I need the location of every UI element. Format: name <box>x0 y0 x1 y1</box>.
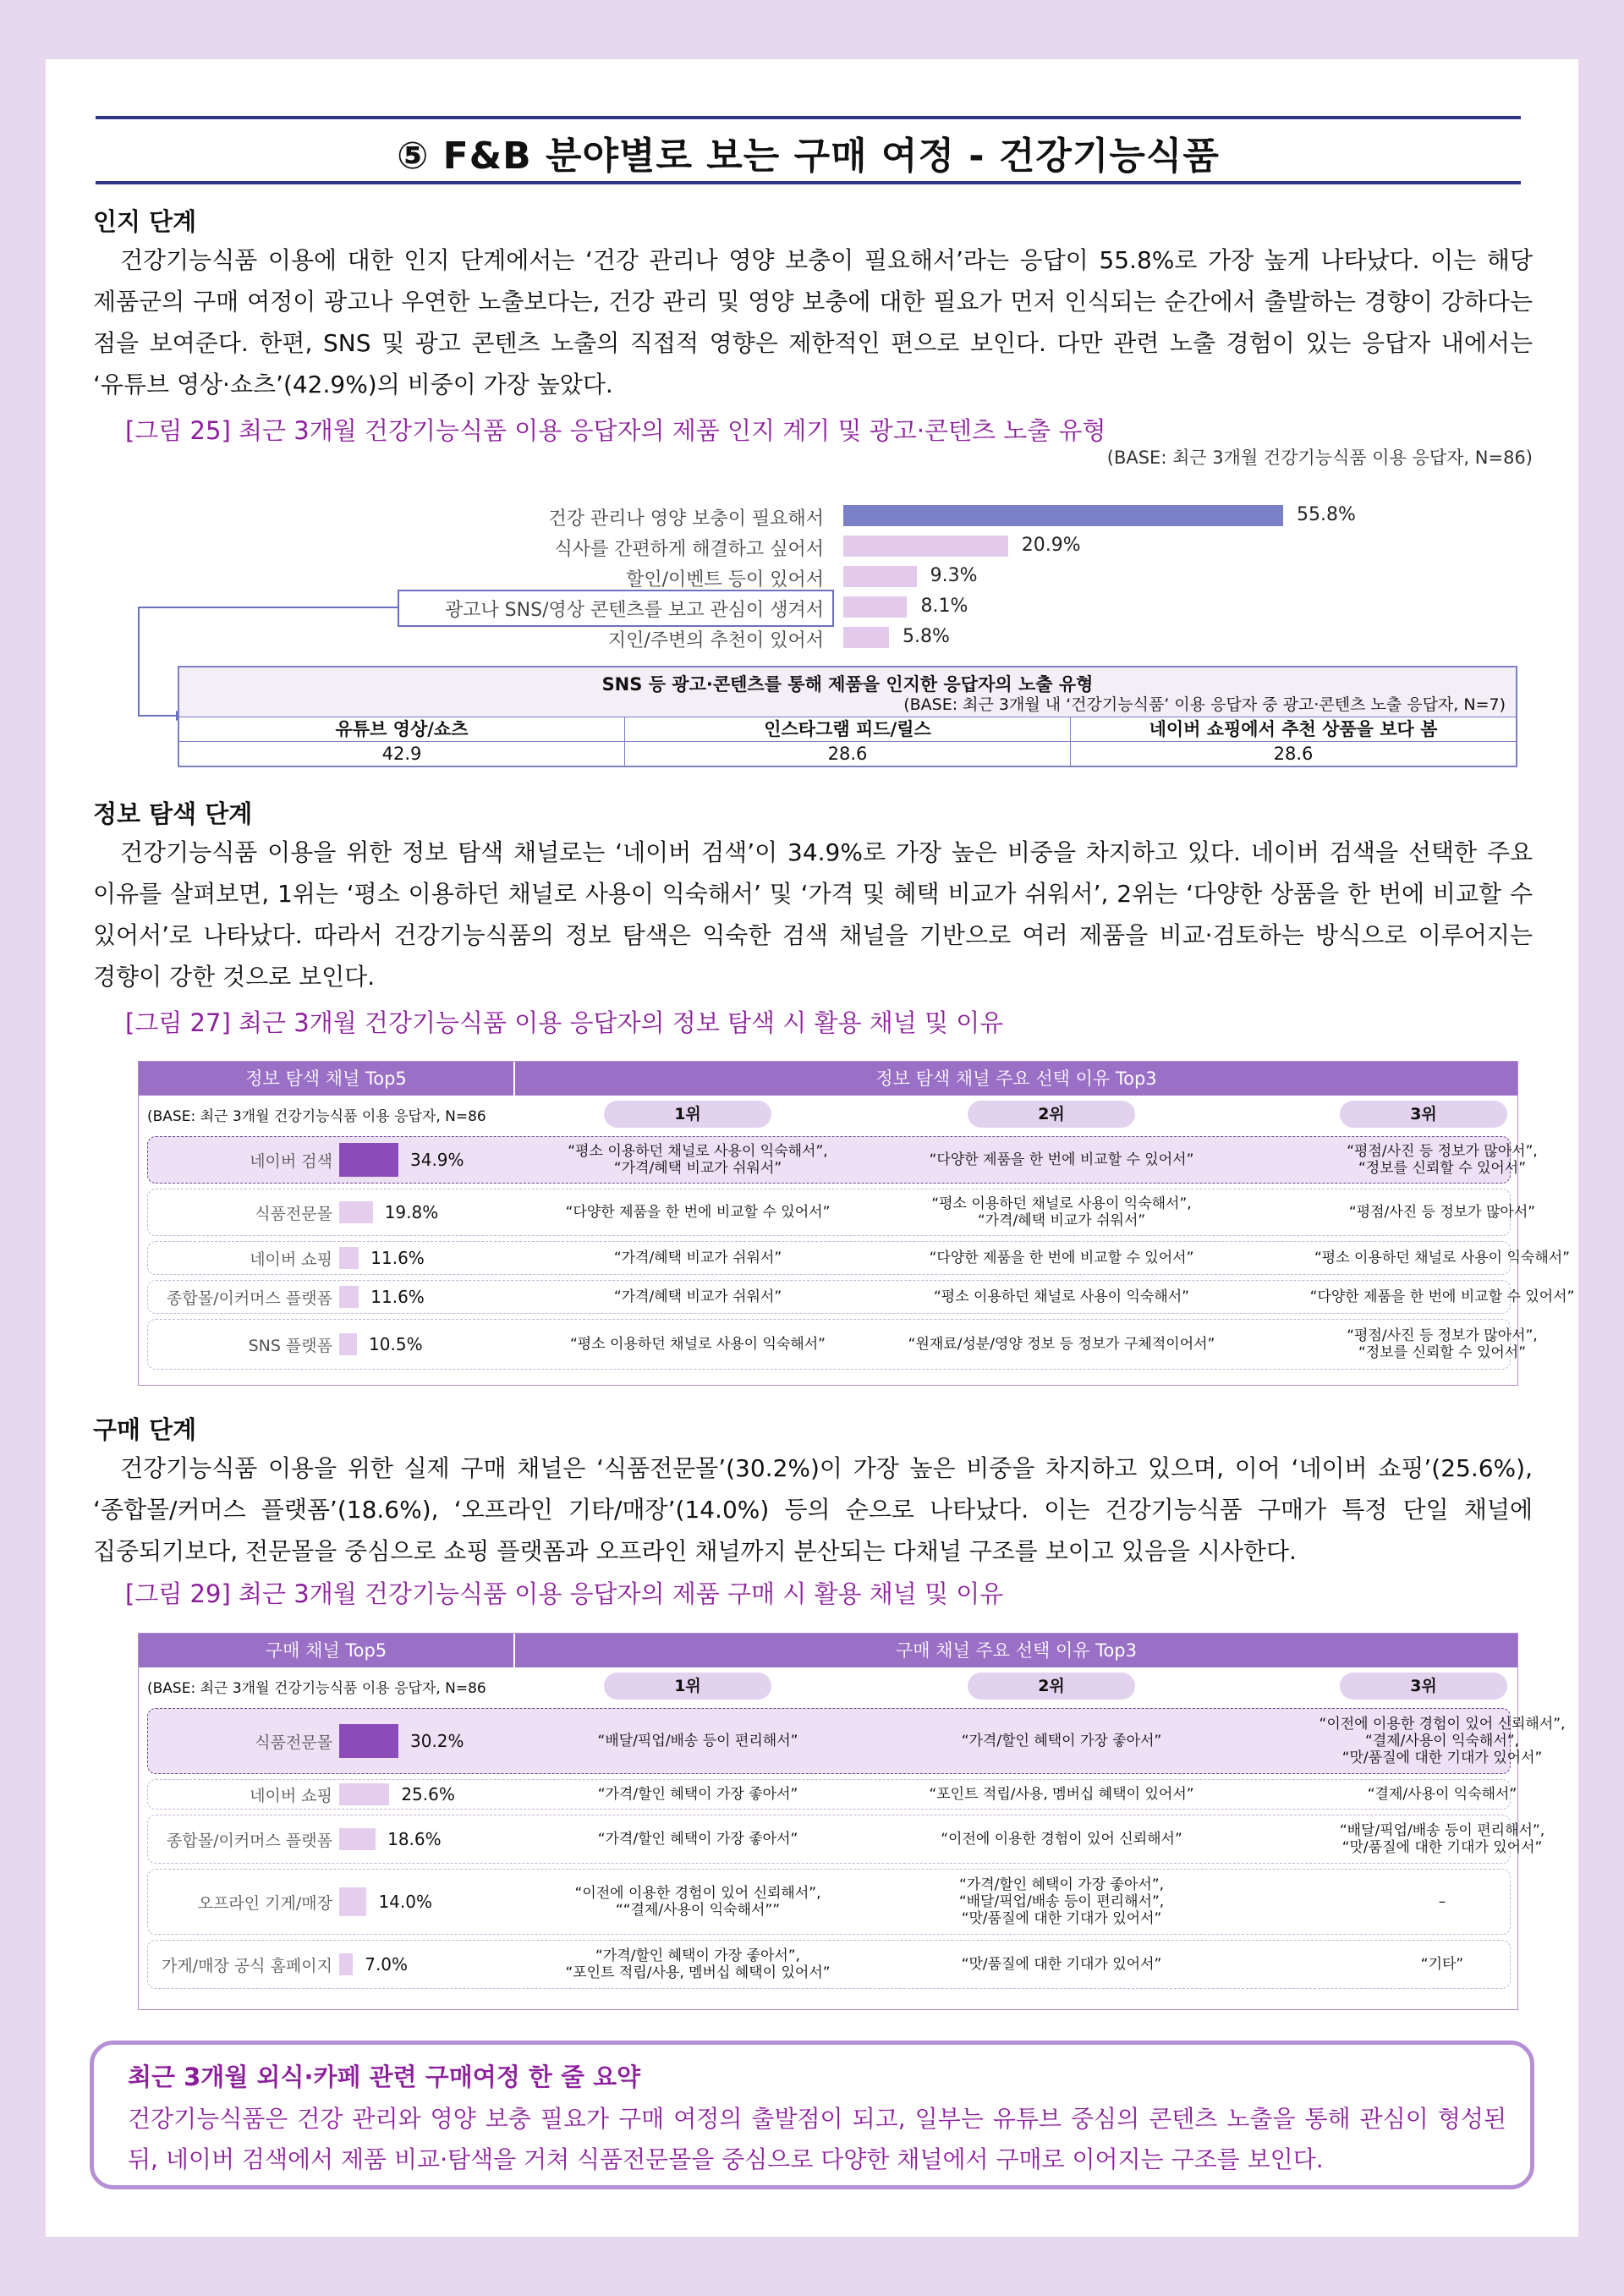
chart-bar <box>843 566 917 587</box>
chart-bar <box>843 505 1283 526</box>
channel-bar <box>339 1887 366 1916</box>
reason-3 <box>1248 1786 1624 1803</box>
rank-badge: 3위 <box>1340 1673 1507 1700</box>
channel-name: 종합몰/이커머스 플랫폼 <box>167 1832 332 1850</box>
channel-percent: 19.8% <box>384 1202 439 1222</box>
summary-text: 건강기능식품은 건강 관리와 영양 보충 필요가 구매 여정의 출발점이 되고, 일부는 유튜브 중심의 콘텐츠 노출을 통해 관심이 형성된 뒤, 네이버 검색에서 제품 비교·탐색을 거쳐 식품전문몰을 중심으로 다양한 채널에서 구매로 이어지는 구조를 보인다. <box>128 2105 1506 2173</box>
reason-line: “가격/혜택 비교가 쉬워서” <box>613 1250 782 1266</box>
chart-category-label: 건강 관리나 영양 보충이 필요해서 <box>548 508 824 530</box>
channel-percent: 30.2% <box>410 1731 464 1751</box>
table-row <box>147 1241 1570 1275</box>
exposure-table <box>178 666 1517 767</box>
paragraph-text: 건강기능식품 이용을 위한 실제 구매 채널은 ‘식품전문몰’(30.2%)이 가장 높은 비중을 차지하고 있으며, 이어 ‘네이버 쇼핑’(25.6%), ‘종합몰/커머스 플랫폼’(18.6%), ‘오프라인 기타/매장’(14.0%) 등의 순으로 나타났다. 이는 건강기능식품 구매가 특정 단일 채널에 집중되기보다, 전문몰을 중심으로 쇼핑 플랫폼과 오프라인 채널까지 분산되는 다채널 구조를 보이고 있음을 시사한다. <box>93 1454 1533 1565</box>
reason-line: “결제/사용이 익숙해서”, <box>1365 1733 1519 1749</box>
reason-2 <box>867 1195 1256 1229</box>
reason-2 <box>867 1151 1256 1168</box>
chart-value-label: 20.9% <box>1021 535 1081 556</box>
channel-name: 네이버 쇼핑 <box>250 1250 332 1269</box>
reason-line: “원재료/성분/영양 정보 등 정보가 구체적이어서” <box>908 1336 1215 1353</box>
reason-line: “가격/혜택 비교가 쉬워서” <box>613 1288 782 1305</box>
table-row <box>147 1708 1566 1774</box>
reason-line: “평소 이용하던 채널로 사용이 익숙해서” <box>934 1288 1189 1305</box>
channel-bar <box>339 1143 398 1177</box>
exposure-value-youtube: 42.9 <box>179 742 625 766</box>
table-header-reasons: 구매 채널 주요 선택 이유 Top3 <box>895 1640 1138 1661</box>
chart-bar <box>843 536 1008 557</box>
reason-line: “다양한 제품을 한 번에 비교할 수 있어서” <box>1309 1288 1575 1305</box>
reason-2 <box>867 1288 1256 1305</box>
table-row <box>147 1280 1575 1314</box>
channel-name: 식품전문몰 <box>255 1733 332 1752</box>
search-channel-table <box>138 1061 1575 1386</box>
channel-percent: 14.0% <box>378 1892 432 1912</box>
reason-line: “평점/사진 등 정보가 많아서” <box>1348 1204 1536 1221</box>
reason-2 <box>867 1876 1256 1927</box>
highlight-box <box>398 590 834 627</box>
channel-bar <box>339 1783 389 1805</box>
reason-3 <box>1248 1822 1624 1856</box>
reason-1 <box>503 1885 892 1919</box>
page-title: ⑤ F&B 분야별로 보는 구매 여정 - 건강기능식품 <box>397 135 1220 178</box>
reason-1 <box>503 1204 892 1221</box>
channel-name: SNS 플랫폼 <box>248 1337 332 1355</box>
channel-name: 식품전문몰 <box>255 1205 332 1223</box>
reason-line: “가격/혜택 비교가 쉬워서” <box>613 1160 782 1177</box>
chart-category-label: 할인/이벤트 등이 있어서 <box>626 569 824 590</box>
chart-value-label: 5.8% <box>903 626 950 647</box>
rank-badge: 2위 <box>968 1101 1135 1128</box>
paragraph-awareness <box>93 239 1533 405</box>
reason-3 <box>1248 1250 1624 1266</box>
section-heading-awareness: 인지 단계 <box>93 207 197 236</box>
reason-line: “정보를 신뢰할 수 있어서” <box>1358 1344 1527 1361</box>
exposure-value-naver: 28.6 <box>1273 744 1314 764</box>
reason-line: “평점/사진 등 정보가 많아서”, <box>1347 1143 1538 1160</box>
exposure-header-row <box>179 717 1516 742</box>
channel-percent: 18.6% <box>387 1829 442 1849</box>
reason-line: “결제/사용이 익숙해서” <box>1367 1786 1517 1803</box>
paragraph-purchase <box>93 1447 1533 1572</box>
section-heading-purchase: 구매 단계 <box>93 1415 197 1444</box>
chart-value-label: 9.3% <box>930 565 978 586</box>
table-row <box>147 1779 1517 1810</box>
reason-line: “포인트 적립/사용, 멤버십 혜택이 있어서” <box>565 1964 831 1981</box>
channel-bar <box>339 1333 357 1355</box>
reason-line: “맛/품질에 대한 기대가 있어서” <box>961 1956 1162 1973</box>
table-header-channel: 구매 채널 Top5 <box>139 1634 515 1667</box>
reason-1 <box>503 1250 892 1266</box>
summary-title: 최근 3개월 외식·카페 관련 구매여정 한 줄 요약 <box>128 2063 641 2091</box>
table-header-reasons: 정보 탐색 채널 주요 선택 이유 Top3 <box>875 1068 1157 1089</box>
reason-2 <box>867 1336 1256 1353</box>
section-heading-search: 정보 탐색 단계 <box>93 799 253 828</box>
chart-category-label: 광고나 SNS/영상 콘텐츠를 보고 관심이 생겨서 <box>444 600 824 621</box>
reason-1 <box>503 1288 892 1305</box>
reason-line: “가격/할인 혜택이 가장 좋아서” <box>961 1733 1162 1749</box>
reason-line: “평점/사진 등 정보가 많아서”, <box>1347 1327 1538 1344</box>
reason-line: “가격/할인 혜택이 가장 좋아서”, <box>595 1947 801 1964</box>
chart-category-label: 지인/주변의 추천이 있어서 <box>607 630 824 651</box>
channel-percent: 10.5% <box>369 1334 423 1354</box>
reason-2 <box>867 1733 1256 1749</box>
reason-line: “가격/할인 혜택이 가장 좋아서” <box>597 1786 798 1803</box>
channel-percent: 11.6% <box>370 1287 425 1307</box>
channel-bar <box>339 1201 373 1223</box>
reason-line: “평소 이용하던 채널로 사용이 익숙해서”, <box>931 1195 1192 1212</box>
purchase-channel-table <box>138 1633 1566 2010</box>
paragraph-search <box>93 832 1533 997</box>
figure-caption-29: [그림 29] 최근 3개월 건강기능식품 이용 응답자의 제품 구매 시 활용 채널 및 이유 <box>125 1579 1004 1608</box>
rank-badge: 3위 <box>1340 1101 1507 1128</box>
reason-line: “다양한 제품을 한 번에 비교할 수 있어서” <box>565 1204 831 1221</box>
reason-1 <box>503 1733 892 1749</box>
channel-name: 종합몰/이커머스 플랫폼 <box>167 1289 332 1308</box>
channel-bar <box>339 1247 359 1269</box>
exposure-value-instagram: 28.6 <box>625 742 1071 766</box>
reason-2 <box>867 1831 1256 1848</box>
table-row <box>147 1815 1545 1864</box>
reason-2 <box>867 1786 1256 1803</box>
paragraph-text: 건강기능식품 이용에 대한 인지 단계에서는 ‘건강 관리나 영양 보충이 필요해서’라는 응답이 55.8%로 가장 높게 나타났다. 이는 해당 제품군의 구매 여정이 광고나 우연한 노출보다는, 건강 관리 및 영양 보충에 대한 필요가 먼저 인식되는 순간에서 출발하는 경향이 강하다는 점을 보여준다. 한편, SNS 및 광고 콘텐츠 노출의 직접적 영향은 제한적인 편으로 보인다. 다만 관련 노출 경험이 있는 응답자 내에서는 ‘유튜브 영상·쇼츠’(42.9%)의 비중이 가장 높았다. <box>93 246 1533 398</box>
table-row <box>147 1869 1511 1935</box>
reason-3 <box>1248 1204 1624 1221</box>
exposure-table-base: (BASE: 최근 3개월 내 ‘건강기능식품’ 이용 응답자 중 광고·콘텐츠 노출 응답자, N=7) <box>903 695 1506 714</box>
reason-3 <box>1248 1143 1624 1177</box>
rank-badge: 2위 <box>968 1673 1135 1700</box>
exposure-header-instagram: 인스타그램 피드/릴스 <box>625 717 1071 741</box>
reason-3 <box>1248 1716 1624 1766</box>
reason-line: “정보를 신뢰할 수 있어서” <box>1358 1160 1527 1177</box>
chart-bar <box>843 596 907 618</box>
figure-caption-27: [그림 27] 최근 3개월 건강기능식품 이용 응답자의 정보 탐색 시 활용 채널 및 이유 <box>125 1008 1004 1037</box>
exposure-table-head <box>179 667 1516 717</box>
channel-bar <box>339 1724 398 1758</box>
rank-badge: 1위 <box>604 1673 771 1700</box>
title-rule-bottom <box>96 181 1521 184</box>
title-rule-top <box>96 116 1521 119</box>
chart-bar <box>843 627 889 648</box>
connector-line-ext <box>127 584 128 585</box>
channel-name: 가게/매장 공식 홈페이지 <box>161 1957 332 1975</box>
reason-line: “다양한 제품을 한 번에 비교할 수 있어서” <box>929 1151 1194 1168</box>
table-row <box>147 1189 1536 1236</box>
reason-2 <box>867 1250 1256 1266</box>
reason-3 <box>1248 1956 1624 1973</box>
reason-line: “맛/품질에 대한 기대가 있어서” <box>1341 1749 1543 1766</box>
reason-3 <box>1248 1288 1624 1305</box>
exposure-table-title: SNS 등 광고·콘텐츠를 통해 제품을 인지한 응답자의 노출 유형 <box>601 674 1094 695</box>
channel-percent: 34.9% <box>410 1150 464 1170</box>
reason-line: “평소 이용하던 채널로 사용이 익숙해서” <box>570 1336 826 1353</box>
channel-bar <box>339 1286 359 1308</box>
channel-percent: 25.6% <box>401 1784 455 1804</box>
reason-line: “가격/할인 혜택이 가장 좋아서” <box>597 1831 798 1848</box>
chart-value-label: 55.8% <box>1297 504 1356 525</box>
reason-line: – <box>1438 1893 1446 1910</box>
reason-3 <box>1248 1327 1624 1361</box>
reason-line: “이전에 이용한 경험이 있어 신뢰해서”, <box>1319 1716 1566 1733</box>
figure-caption-25: [그림 25] 최근 3개월 건강기능식품 이용 응답자의 제품 인지 계기 및 광고·콘텐츠 노출 유형 <box>125 416 1106 445</box>
reason-line: “평소 이용하던 채널로 사용이 익숙해서”, <box>568 1143 828 1160</box>
exposure-value-row <box>179 742 1516 766</box>
table-row <box>147 1136 1538 1184</box>
channel-bar <box>339 1828 376 1850</box>
reason-line: “맛/품질에 대한 기대가 있어서” <box>961 1910 1162 1927</box>
channel-name: 네이버 쇼핑 <box>250 1787 332 1805</box>
reason-1 <box>503 1143 892 1177</box>
paragraph-text: 건강기능식품 이용을 위한 정보 탐색 채널로는 ‘네이버 검색’이 34.9%로 가장 높은 비중을 차지하고 있다. 네이버 검색을 선택한 주요 이유를 살펴보면, 1위는 ‘평소 이용하던 채널로 사용이 익숙해서’ 및 ‘가격 및 혜택 비교가 쉬워서’, 2위는 ‘다양한 상품을 한 번에 비교할 수 있어서’로 나타났다. 따라서 건강기능식품의 정보 탐색은 익숙한 검색 채널을 기반으로 여러 제품을 비교·검토하는 방식으로 이루어지는 경향이 강한 것으로 보인다. <box>93 838 1533 991</box>
exposure-header-youtube: 유튜브 영상/쇼츠 <box>179 717 625 741</box>
reason-line: “다양한 제품을 한 번에 비교할 수 있어서” <box>929 1250 1194 1266</box>
table-base: (BASE: 최근 3개월 건강기능식품 이용 응답자, N=86 <box>147 1108 486 1125</box>
channel-percent: 7.0% <box>365 1954 409 1975</box>
reason-1 <box>503 1336 892 1353</box>
reason-3 <box>1248 1893 1624 1910</box>
reason-line: “맛/품질에 대한 기대가 있어서” <box>1341 1839 1543 1856</box>
reason-line: “가격/할인 혜택이 가장 좋아서”, <box>958 1876 1165 1893</box>
exposure-header-naver: 네이버 쇼핑에서 추천 상품을 보다 봄 <box>1149 719 1438 739</box>
table-header <box>139 1062 1517 1096</box>
reason-line: “포인트 적립/사용, 멤버십 혜택이 있어서” <box>929 1786 1194 1803</box>
channel-name: 네이버 검색 <box>250 1152 332 1171</box>
figure-base-25: (BASE: 최근 3개월 건강기능식품 이용 응답자, N=86) <box>1106 448 1533 468</box>
table-base: (BASE: 최근 3개월 건강기능식품 이용 응답자, N=86 <box>147 1680 486 1697</box>
reason-1 <box>503 1947 892 1981</box>
channel-bar <box>339 1953 353 1975</box>
table-row <box>147 1940 1511 1989</box>
reason-line: “배달/픽업/배송 등이 편리해서”, <box>958 1893 1165 1910</box>
rank-badge: 1위 <box>604 1101 771 1128</box>
reason-line: “이전에 이용한 경험이 있어 신뢰해서”, <box>574 1885 821 1902</box>
reason-line: ““결제/사용이 익숙해서”” <box>615 1902 781 1919</box>
summary-box <box>90 2041 1534 2189</box>
chart-value-label: 8.1% <box>920 596 968 617</box>
reason-1 <box>503 1786 892 1803</box>
reason-line: “이전에 이용한 경험이 있어 신뢰해서” <box>941 1831 1182 1848</box>
channel-name: 오프라인 기게/매장 <box>197 1894 332 1913</box>
reason-line: “기타” <box>1420 1956 1464 1973</box>
table-header-channel: 정보 탐색 채널 Top5 <box>139 1062 515 1096</box>
reason-line: “평소 이용하던 채널로 사용이 익숙해서” <box>1314 1250 1570 1266</box>
table-row <box>147 1319 1538 1370</box>
reason-line: “가격/혜택 비교가 쉬워서” <box>977 1212 1146 1229</box>
chart-category-label: 식사를 간편하게 해결하고 싶어서 <box>554 539 824 560</box>
channel-percent: 11.6% <box>370 1248 425 1268</box>
reason-2 <box>867 1956 1256 1973</box>
table-header <box>139 1634 1517 1667</box>
reason-line: “배달/픽업/배송 등이 편리해서” <box>597 1733 798 1749</box>
reason-1 <box>503 1831 892 1848</box>
reason-line: “배달/픽업/배송 등이 편리해서”, <box>1339 1822 1545 1839</box>
